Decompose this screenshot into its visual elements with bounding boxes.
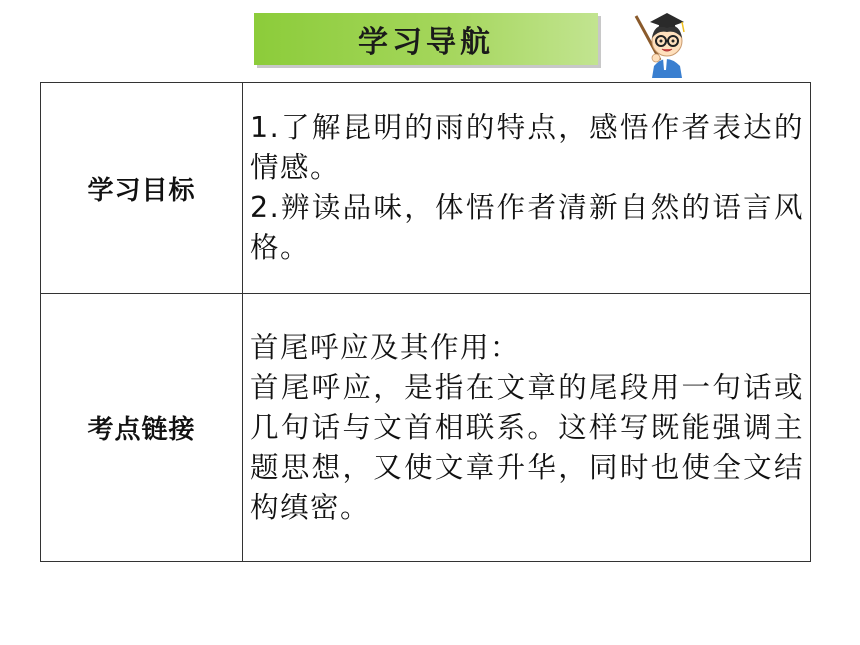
study-guide-table [40,82,811,562]
row-label: 学习目标 [41,83,243,294]
table-row [41,83,811,294]
title-banner [254,13,598,65]
row-content [243,83,811,294]
row-label: 考点链接 [41,294,243,562]
row-content [243,294,811,562]
goal-item: 2.辨读品味，体悟作者清新自然的语言风格。 [250,191,804,264]
table-row [41,294,811,562]
point-text: 首尾呼应，是指在文章的尾段用一句话或几句话与文首相联系。这样写既能强调主题思想，又使文章升华，同时也使全文结构缜密。 [250,370,804,524]
goal-item: 1.了解昆明的雨的特点，感悟作者表达的情感。 [250,111,804,184]
page-title: 学习导航 [358,25,494,60]
teacher-mascot-icon [630,8,700,78]
point-heading: 首尾呼应及其作用： [250,330,521,364]
